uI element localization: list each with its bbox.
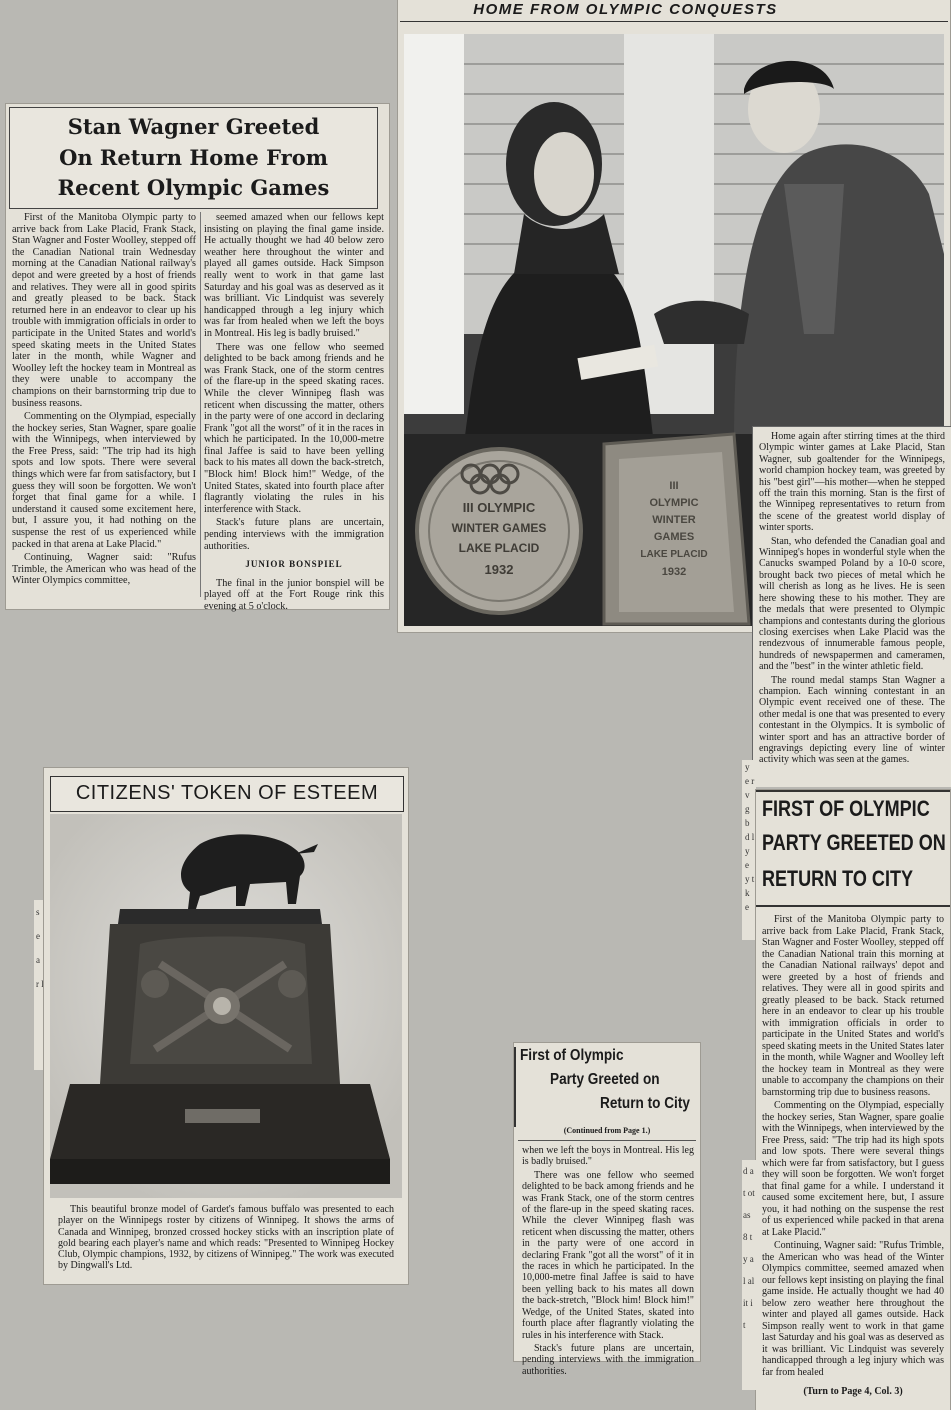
photo-caption-text [759, 431, 945, 783]
photo-buffalo-trophy-image [50, 814, 402, 1198]
photo-caption-paragraph: Stan, who defended the Canadian goal and Winnipeg's hopes in wonderful style when the Canucks swamped Poland by a 10-0 score, brought back two pieces of metal which he will cherish as long as he lives. He is seen here showing these to his mother. They are the medals that were presented to Olympic champions and contestants during the glorious closing exercises when Lake Placid was the rendezvous of innumerable famous people, hundreds of newspapermen and cameramen, and the "best" in the winter athletic field. [759, 535, 945, 673]
continuation-headline-line-3: Return to City [600, 1095, 690, 1112]
article-right-headline-rule [756, 905, 950, 907]
medal-square-line-3: WINTER [652, 514, 696, 526]
article-left-headline-box [9, 107, 378, 209]
continuation-column [522, 1145, 694, 1377]
edge-strip-mid [742, 760, 756, 940]
article-left-headline-line-2: On Return Home From [59, 145, 328, 170]
continuation-headline-line-1: First of Olympic [520, 1047, 624, 1064]
article-left-paragraph: Continuing, Wagner said: "Rufus Trimble, the American who was head of the Winter Olympics committee, [12, 552, 196, 587]
photo-caption-clipping [752, 426, 951, 787]
article-left-column-2 [204, 212, 384, 612]
medal-round-line-3: LAKE PLACID [458, 541, 540, 555]
article-left-paragraph: There was one fellow who seemed delighted to be back among friends and he was Frank Stack, one of the storm centres of the flare-up in the speed skating races. While the clever Winnipeg flash was reticent when discussing the matter, others in the party were of one accord in declaring Frank "got all the worst" of it in the races in which he participated. In the 10,000-metre final Jaffee is said to have been yelling back to his mates all down the back-stretch, "Block him! Block him!" Wedge, of the United States, skated into fourth place after flagrantly violating the rules in his interference with Stack. [204, 341, 384, 515]
article-left-subhead: JUNIOR BONSPIEL [245, 559, 343, 570]
article-right-clipping [756, 790, 950, 1410]
continuation-paragraph: Stack's future plans are uncertain, pending interviews with the immigration authorities. [522, 1342, 694, 1377]
medal-round-line-2: WINTER GAMES [451, 521, 547, 535]
article-left-paragraph: seemed amazed when our fellows kept insisting on playing the final game inside. He actually thought we had 40 below zero weather here throughout the winter and played all games outside. Hack Simpson really went to work in that game last Saturday and his goal was as deserved as it was brilliant. Vic Lindquist was severely handicapped through a leg injury which was far from healed when we left the boys in Montreal. His leg is badly bruised." [204, 212, 384, 339]
article-right-jump-line: (Turn to Page 4, Col. 3) [803, 1386, 903, 1397]
edge-strip-bottom-text: d at ot as 8 ty al al it it [743, 1166, 755, 1330]
medal-square-line-4: GAMES [653, 531, 695, 543]
article-right-headline-line-2: PARTY GREETED ON [762, 830, 946, 855]
trophy-clipping [44, 768, 408, 1284]
continuation-continued-line: (Continued from Page 1.) [563, 1126, 651, 1135]
photo-caption-paragraph: Home again after stirring times at the third Olympic winter games at Lake Placid, Stan Wagner, sub goaltender for the Winnipegs, world champion hockey team, was greeted by his "best girl"—his mother—when he stepped off the train this morning. Stan is the first of the Winnipeg representatives to return from the scene of the greatest world display of winter sports. [759, 431, 945, 534]
continuation-rule [518, 1140, 696, 1141]
column-rule [200, 212, 201, 597]
article-left-paragraph: First of the Manitoba Olympic party to arrive back from Lake Placid, Frank Stack, Stan Wagner and Foster Woolley, stepped off the Canadian National train Wednesday morning at the Canadian National railway's depot and were greeted by a host of friends and relatives. They were all in good spirits and greatly pleased to be back. Stack returned here in an endeavor to clear up his trouble with immigration officials in order to participate in the United States and world's speed skating meets in the United States later in the month, while Wagner and Woolley left the hockey team in Montreal as they were unable to accompany the champions on their barnstorming trip due to business reasons. [12, 212, 196, 409]
trophy-header-box [50, 776, 404, 812]
medal-round-line-1: III OLYMPIC [462, 500, 536, 515]
article-left-headline-line-1: Stan Wagner Greeted [67, 114, 320, 139]
photo-caption-paragraph: The round medal stamps Stan Wagner a champion. Each winning contestant in an Olympic event received one of these. The other medal is one that was presented to every contestant in the Olympics. It is symbolic of winter sport and has an attractive border of engravings depicting every line of winter activity which was seen at the games. [759, 674, 945, 766]
article-left-clipping [6, 104, 389, 612]
article-left-headline-line-3: Recent Olympic Games [57, 175, 330, 200]
trophy-caption: This beautiful bronze model of Gardet's famous buffalo was presented to each player on the Winnipegs roster by citizens of Winnipeg. It shows the arms of Canada and Winnipeg, bronzed crossed hockey sticks with an inscription plate of gold bearing each player's name and which reads: "Presented to Winnipeg Hockey Club, Olympic champions, 1932, by citizens of Winnipeg." The work was executed by Dingwall's Ltd. [58, 1204, 394, 1272]
photo-top-header-rule [400, 21, 948, 22]
article-right-paragraph: Continuing, Wagner said: "Rufus Trimble, the American who was head of the Winter Olympics committee, seemed amazed when our fellows kept insisting on playing the final game inside. He actually thought we had 40 below zero weather here throughout the winter and played all games outside. Hack Simpson really went to work in that game last Saturday and his goal was as deserved as it was brilliant. Vic Lindquist was severely handicapped through a leg injury which was far from healed [762, 1240, 944, 1378]
medal-square-line-5: LAKE PLACID [640, 549, 708, 560]
photo-top-header: HOME FROM OLYMPIC CONQUESTS [473, 1, 778, 18]
medal-square-line-2: OLYMPIC [649, 497, 699, 509]
photo-buffalo-trophy [50, 814, 402, 1198]
article-right-paragraph: Commenting on the Olympiad, especially the hockey series, Stan Wagner, spare goalie with the Winnipegs, when interviewed by the Free Press, said: "The trip had its high spots and low spots. There were several things which were far from satisfactory, but I guess they will soon be forgotten. We won't forget that final game for a while. I understand it caused some excitement here, but, I assure you, it had nothing on the suspense the rest of us experienced while packed in that arena at Lake Placid." [762, 1100, 944, 1238]
continuation-headline-line-2: Party Greeted on [550, 1071, 660, 1088]
trophy-header: CITIZENS' TOKEN OF ESTEEM [75, 782, 379, 804]
edge-strip-left-text: s e a r l [36, 907, 44, 989]
article-left-paragraph: The final in the junior bonspiel will be played off at the Fort Rouge rink this evening at 5 o'clock. [204, 577, 384, 612]
medal-square-line-1: III [669, 480, 679, 492]
continuation-clipping [514, 1043, 700, 1377]
article-left-paragraph: Commenting on the Olympiad, especially the hockey series, Stan Wagner, spare goalie with the Winnipegs, when interviewed by the Free Press, said: "The trip had its high spots and low spots. There were several things which were far from satisfactory, but I guess they will soon be forgotten. We won't forget that final game for a while. I understand it caused some excitement here, but, I assure you, it had nothing on the suspense the rest of us experienced while packed in that arena at Lake Placid." [12, 411, 196, 550]
edge-strip-bottom [742, 1160, 756, 1390]
article-right-headline-line-1: FIRST OF OLYMPIC [762, 796, 930, 821]
continuation-headline-rule-left [514, 1047, 516, 1127]
medal-square-line-6: 1932 [661, 566, 687, 578]
continuation-paragraph: when we left the boys in Montreal. His leg is badly bruised." [522, 1145, 694, 1168]
continuation-paragraph: There was one fellow who seemed delighted to be back among friends and he was Frank Stack, one of the storm centres of the flare-up in the speed skating races. While the clever Winnipeg flash was reticent when discussing the matter, others in the party were of one accord in declaring Frank "got all the worst" of it in the races in which he participated. In the 10,000-metre final Jaffee is said to have been yelling back to his mates all down the back-stretch, "Block him! Block him!" Wedge, of the United States, skated into fourth place after flagrantly violating the rules in his interference with Stack. [522, 1169, 694, 1341]
article-left-paragraph: Stack's future plans are uncertain, pending interviews with the immigration authorities. [204, 517, 384, 552]
article-right-headline-line-3: RETURN TO CITY [762, 866, 914, 891]
edge-strip-mid-text: y e r v g b d l y e y t k e [745, 762, 755, 912]
article-right-column [762, 914, 944, 1382]
medal-round-line-4: 1932 [484, 562, 514, 577]
article-right-paragraph: First of the Manitoba Olympic party to arrive back from Lake Placid, Frank Stack, Stan Wagner and Foster Woolley, stepped off the Canadian National train this morning at the Canadian National railways' depot and were greeted by a host of friends and relatives. They were all in good spirits and greatly pleased to be back. Stack returned here in an endeavor to clear up his trouble with immigration officials in order to participate in the United States and world's speed skating meets in the United States later in the month, while Wagner and Woolley left the hockey team in Montreal as they were unable to accompany the champions on their barnstorming trip due to business reasons. [762, 914, 944, 1098]
article-left-column-1 [12, 212, 196, 604]
